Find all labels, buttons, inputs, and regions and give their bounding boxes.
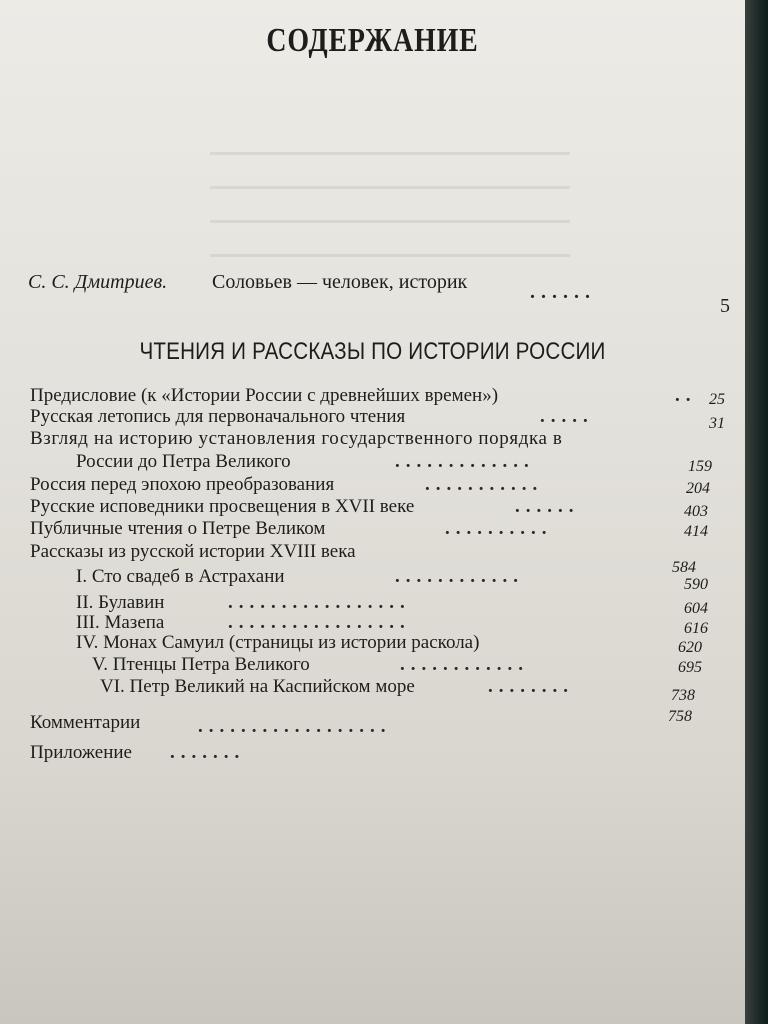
entry-title: Русские исповедники просвещения в XVII веке	[30, 496, 415, 517]
entry-title: Рассказы из русской истории XVIII века	[30, 541, 356, 562]
intro-author: С. С. Дмитриев.	[28, 271, 168, 293]
page-number: 620	[678, 639, 702, 656]
page-number: 414	[684, 523, 708, 540]
page-number: 604	[684, 600, 708, 617]
leader-dots: ..	[675, 385, 697, 406]
leader-dots: ..................	[198, 716, 392, 737]
leader-dots: ........	[488, 676, 574, 697]
entry-title: V. Птенцы Петра Великого	[92, 654, 310, 675]
leader-dots: ...........	[425, 474, 544, 495]
page-number: 758	[668, 708, 692, 725]
entry-title: II. Булавин	[76, 592, 165, 613]
leader-dots: .................	[228, 612, 411, 633]
page-number: 584	[672, 559, 696, 576]
entry-title: I. Сто свадеб в Астрахани	[76, 566, 285, 587]
entry-title: Взгляд на историю установления государственного порядка в	[30, 428, 563, 449]
page-number: 616	[684, 620, 708, 637]
leader-dots: .......	[170, 742, 246, 763]
entry-title: IV. Монах Самуил (страницы из истории раскола)	[76, 632, 480, 653]
page-number: 695	[678, 659, 702, 676]
entry-title: Предисловие (к «Истории России с древнейших времен»)	[30, 385, 499, 406]
page-number: 159	[688, 458, 712, 475]
entry-title: III. Мазепа	[76, 612, 165, 633]
entry-title: Публичные чтения о Петре Великом	[30, 518, 326, 539]
page-number: 403	[684, 503, 708, 520]
leader-dots: ..........	[445, 518, 553, 539]
page-number: 590	[684, 576, 708, 593]
entry-title: Приложение	[30, 742, 132, 763]
leader-dots: ............	[395, 566, 524, 587]
section-heading: ЧТЕНИЯ И РАССКАЗЫ ПО ИСТОРИИ РОССИИ	[139, 338, 606, 365]
leader-dots: .....	[540, 406, 594, 427]
intro-page-number: 5	[720, 295, 730, 317]
leader-dots: .............	[395, 451, 535, 472]
leader-dots: .................	[228, 592, 411, 613]
entry-title: России до Петра Великого	[76, 451, 291, 472]
page-title: СОДЕРЖАНИЕ	[266, 22, 479, 59]
page-number: 738	[671, 687, 695, 704]
entry-title: Россия перед эпохою преобразования	[30, 474, 335, 495]
bleed-through-text	[210, 130, 570, 260]
entry-title: Комментарии	[30, 712, 141, 733]
entry-title: Русская летопись для первоначального чтения	[30, 406, 406, 427]
entry-title: VI. Петр Великий на Каспийском море	[100, 676, 415, 697]
leader-dots: ......	[530, 281, 596, 303]
leader-dots: ............	[400, 654, 529, 675]
leader-dots: ......	[515, 496, 580, 517]
intro-title: Соловьев — человек, историк	[212, 271, 468, 293]
page-number: 25	[709, 391, 725, 408]
page-number: 204	[686, 480, 710, 497]
page-number: 31	[709, 415, 725, 432]
book-edge	[745, 0, 768, 1024]
